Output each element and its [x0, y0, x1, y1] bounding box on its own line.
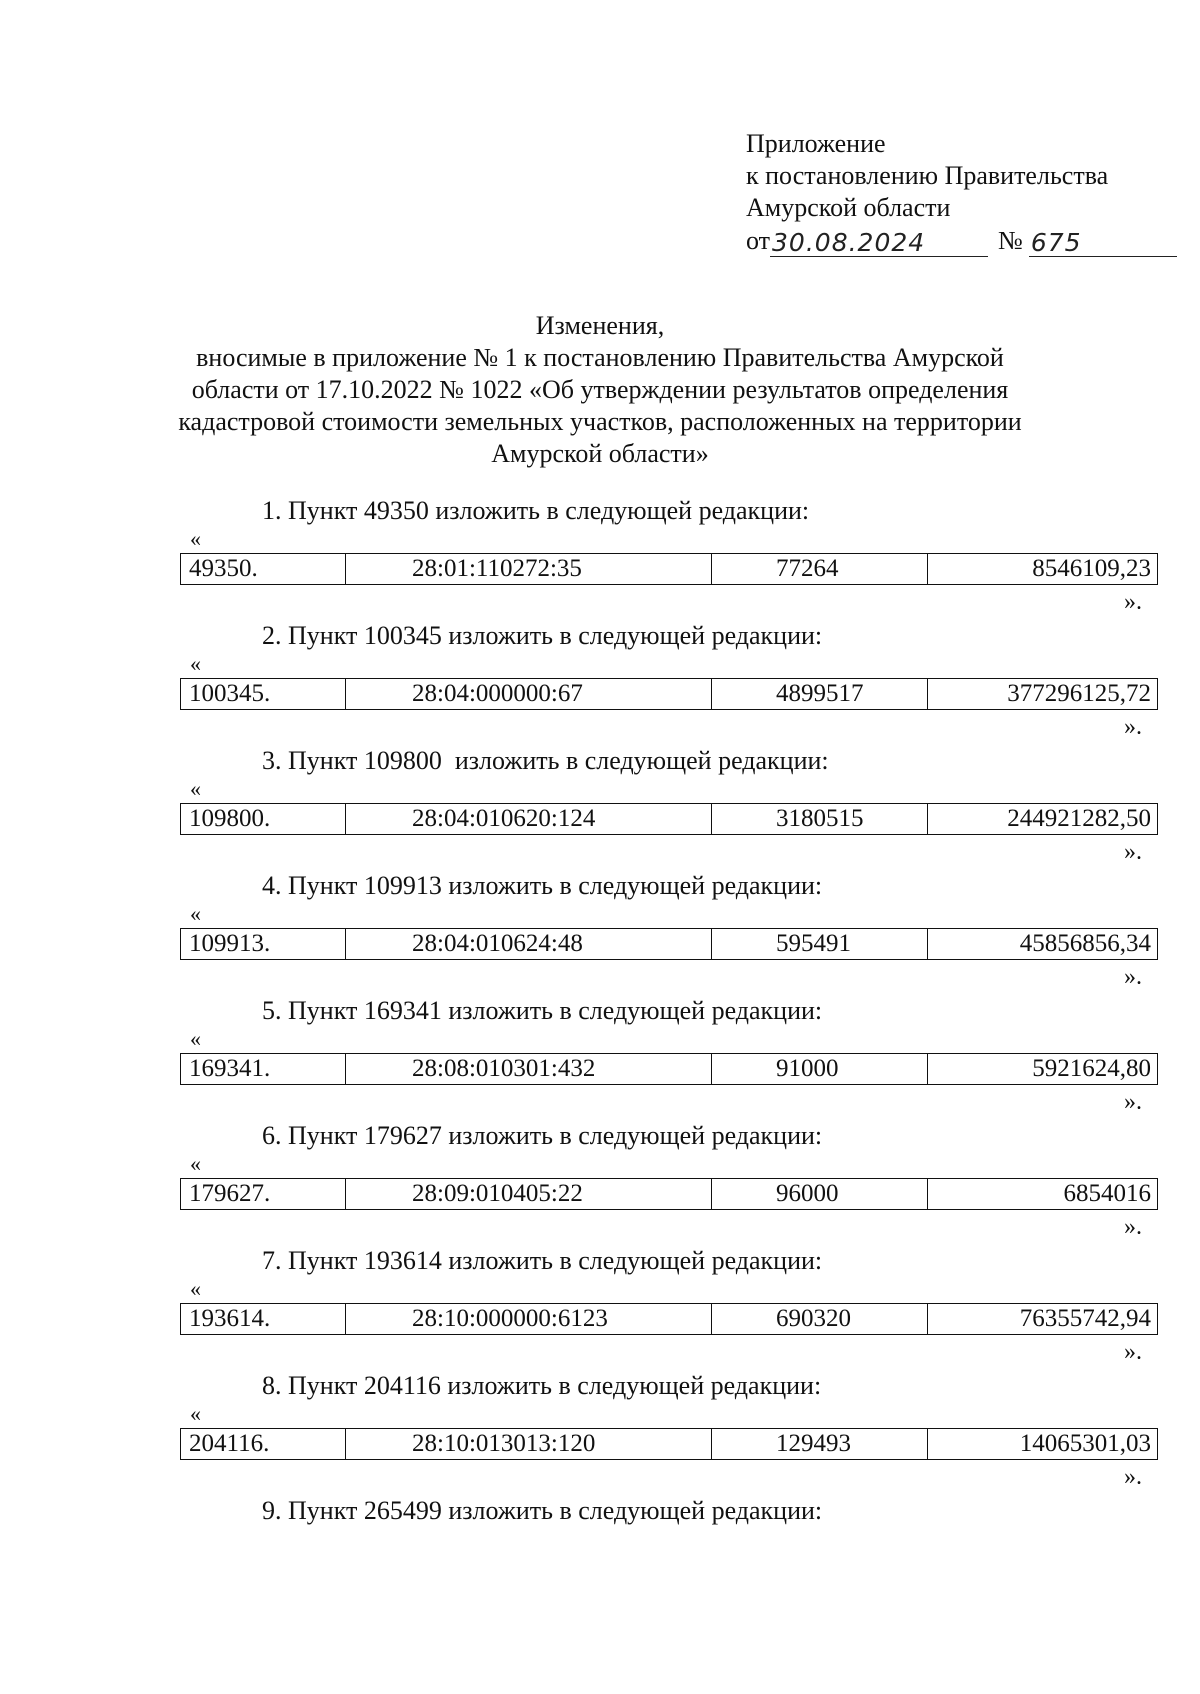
table-row: [180, 1178, 1158, 1210]
item-title: 6. Пункт 179627 изложить в следующей редакции:: [262, 1121, 823, 1150]
amendment-item: [0, 621, 1200, 746]
cell-item-number: 169341.: [189, 1055, 271, 1082]
handwritten-date: 30.08.2024: [770, 230, 988, 257]
document-heading: [150, 310, 1050, 470]
amendment-item: [0, 1496, 1200, 1621]
cell-item-number: 204116.: [189, 1430, 270, 1457]
cell-cadastral-number: 28:10:000000:6123: [345, 1304, 711, 1334]
cell-item-number: 193614.: [189, 1305, 271, 1332]
cell-area: 595491: [711, 929, 927, 959]
amendment-item: [0, 1371, 1200, 1496]
cell-item-number: 109913.: [189, 930, 271, 957]
approval-line-2: к постановлению Правительства: [746, 161, 1109, 190]
table-row: [180, 678, 1158, 710]
opening-quote: «: [190, 776, 201, 801]
cell-cadastral-value: 244921282,50: [927, 804, 1157, 834]
heading-line-4: Амурской области»: [491, 439, 709, 468]
amendment-item: [0, 746, 1200, 871]
date-prefix: от: [746, 226, 771, 255]
table-row: [180, 1053, 1158, 1085]
cell-cadastral-value: 6854016: [927, 1179, 1157, 1209]
table-row: [180, 803, 1158, 835]
cell-area: 690320: [711, 1304, 927, 1334]
number-label: №: [998, 226, 1023, 255]
table-row: [180, 1303, 1158, 1335]
amendment-item: [0, 871, 1200, 996]
cell-area: 129493: [711, 1429, 927, 1459]
opening-quote: «: [190, 901, 201, 926]
cell-item-number: 109800.: [189, 805, 271, 832]
approval-line-3: Амурской области: [746, 193, 951, 222]
cell-cadastral-value: 76355742,94: [927, 1304, 1157, 1334]
cell-cadastral-value: 8546109,23: [927, 554, 1157, 584]
amendment-item: [0, 1121, 1200, 1246]
cell-area: 3180515: [711, 804, 927, 834]
approval-line-1: Приложение: [746, 129, 886, 158]
cell-cadastral-value: 45856856,34: [927, 929, 1157, 959]
cell-area: 4899517: [711, 679, 927, 709]
amendment-item: [0, 996, 1200, 1121]
cell-cadastral-number: 28:01:110272:35: [345, 554, 711, 584]
cell-cadastral-number: 28:08:010301:432: [345, 1054, 711, 1084]
cell-cadastral-value: 5921624,80: [927, 1054, 1157, 1084]
cell-area: 96000: [711, 1179, 927, 1209]
closing-quote: ».: [1124, 1214, 1142, 1240]
item-title: 4. Пункт 109913 изложить в следующей редакции:: [262, 871, 823, 900]
heading-line-1: вносимые в приложение № 1 к постановлению Правительства Амурской: [196, 343, 1004, 372]
closing-quote: ».: [1124, 1339, 1142, 1365]
cell-area: 77264: [711, 554, 927, 584]
opening-quote: «: [190, 1151, 201, 1176]
item-title: 2. Пункт 100345 изложить в следующей редакции:: [262, 621, 823, 650]
cell-item-number: 179627.: [189, 1180, 271, 1207]
amendment-items: [0, 496, 1200, 1621]
cell-cadastral-number: 28:10:013013:120: [345, 1429, 711, 1459]
amendment-item: [0, 1246, 1200, 1371]
cell-cadastral-number: 28:04:000000:67: [345, 679, 711, 709]
opening-quote: «: [190, 1401, 201, 1426]
opening-quote: «: [190, 651, 201, 676]
item-title: 8. Пункт 204116 изложить в следующей редакции:: [262, 1371, 822, 1400]
opening-quote: «: [190, 526, 201, 551]
cell-cadastral-value: 14065301,03: [927, 1429, 1157, 1459]
heading-line-2: области от 17.10.2022 № 1022 «Об утверждении результатов определения: [191, 375, 1009, 404]
item-title: 3. Пункт 109800 изложить в следующей редакции:: [262, 746, 829, 775]
approval-block: [746, 128, 1177, 257]
cell-area: 91000: [711, 1054, 927, 1084]
closing-quote: ».: [1124, 839, 1142, 865]
handwritten-number: 675: [1029, 230, 1177, 257]
item-title: 5. Пункт 169341 изложить в следующей редакции:: [262, 996, 823, 1025]
heading-line-3: кадастровой стоимости земельных участков, расположенных на территории: [178, 407, 1022, 436]
cell-cadastral-number: 28:04:010624:48: [345, 929, 711, 959]
opening-quote: «: [190, 1026, 201, 1051]
cell-cadastral-number: 28:04:010620:124: [345, 804, 711, 834]
table-row: [180, 1428, 1158, 1460]
closing-quote: ».: [1124, 1089, 1142, 1115]
cell-cadastral-number: 28:09:010405:22: [345, 1179, 711, 1209]
item-title: 1. Пункт 49350 изложить в следующей редакции:: [262, 496, 810, 525]
item-title: 7. Пункт 193614 изложить в следующей редакции:: [262, 1246, 823, 1275]
heading-title: Изменения,: [535, 311, 665, 340]
table-row: [180, 553, 1158, 585]
closing-quote: ».: [1124, 1464, 1142, 1490]
closing-quote: ».: [1124, 714, 1142, 740]
cell-item-number: 100345.: [189, 680, 271, 707]
opening-quote: «: [190, 1276, 201, 1301]
cell-item-number: 49350.: [189, 555, 258, 582]
closing-quote: ».: [1124, 964, 1142, 990]
closing-quote: ».: [1124, 589, 1142, 615]
item-title: 9. Пункт 265499 изложить в следующей редакции:: [262, 1496, 823, 1525]
table-row: [180, 928, 1158, 960]
amendment-item: [0, 496, 1200, 621]
cell-cadastral-value: 377296125,72: [927, 679, 1157, 709]
approval-date-number-line: [746, 225, 1177, 257]
